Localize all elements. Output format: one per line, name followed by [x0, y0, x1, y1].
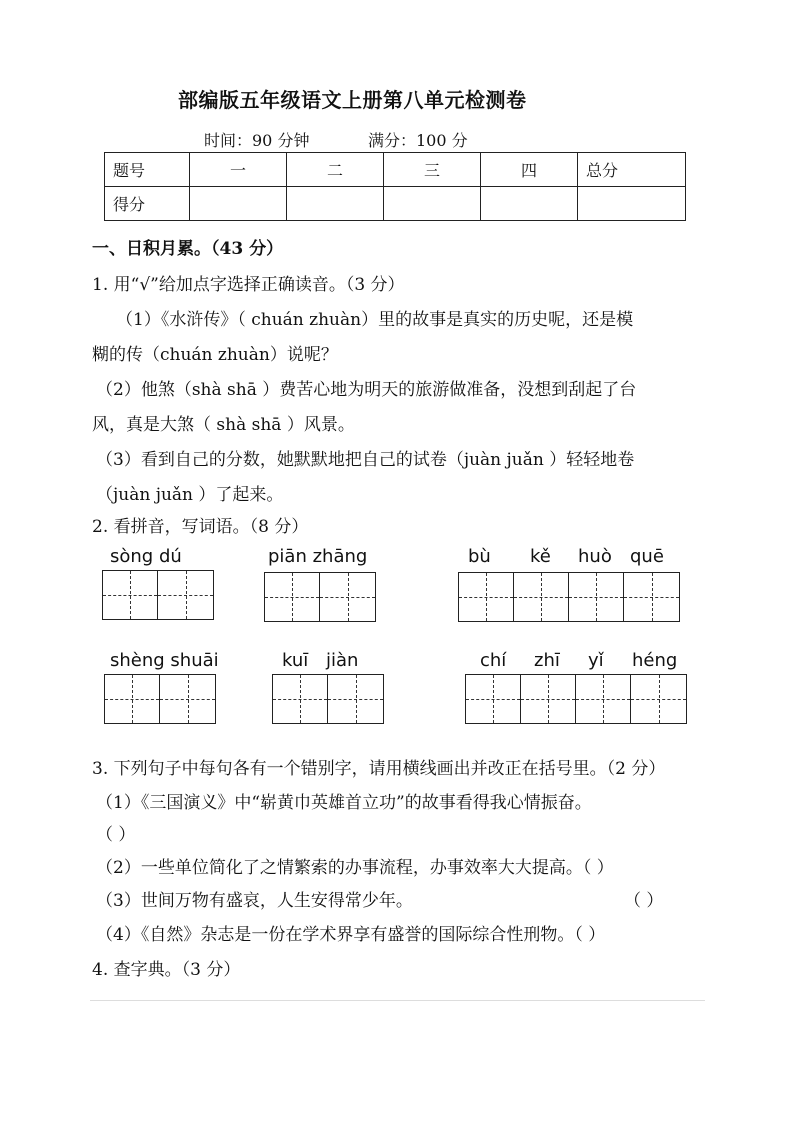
full-score: 满分：100 分	[368, 131, 468, 150]
q4-title: 4. 查字典。（3 分）	[92, 960, 241, 980]
q1-line: （3）看到自己的分数，她默默地把自己的试卷（juàn juǎn ）轻轻地卷	[96, 450, 635, 470]
score-table-header-cell: 二	[287, 153, 384, 187]
score-cell[interactable]	[578, 187, 686, 221]
section-heading: 一、日积月累。（43 分）	[92, 239, 284, 259]
score-table-header-cell: 总分	[578, 153, 686, 187]
page-title: 部编版五年级语文上册第八单元检测卷	[178, 88, 527, 112]
q3-sentence: （1）《三国演义》中“崭黄巾英雄首立功”的故事看得我心情振奋。	[96, 793, 592, 813]
pinyin-label: zhī	[534, 650, 560, 671]
score-cell[interactable]	[287, 187, 384, 221]
answer-bracket[interactable]: （ ）	[96, 825, 136, 845]
pinyin-label: sòng dú	[110, 546, 182, 567]
score-table-header-cell: 一	[190, 153, 287, 187]
writing-grid[interactable]	[102, 570, 214, 620]
answer-bracket[interactable]: （ ）	[624, 891, 664, 911]
q1-line: （juàn juǎn ）了起来。	[96, 485, 284, 505]
pinyin-label: yǐ	[588, 650, 604, 671]
writing-grid[interactable]	[264, 572, 376, 622]
score-table	[104, 152, 686, 221]
exam-time: 时间：90 分钟	[204, 131, 310, 150]
pinyin-label: huò	[578, 546, 612, 567]
score-table-header-cell: 三	[384, 153, 481, 187]
score-table-header-row	[105, 153, 686, 187]
q1-line: （1）《水浒传》（ chuán zhuàn）里的故事是真实的历史呢，还是模	[116, 310, 634, 330]
q1-line: （2）他煞（shà shā ）费苦心地为明天的旅游做准备，没想到刮起了台	[96, 380, 637, 400]
pinyin-label: kě	[530, 546, 551, 567]
q3-sentence: （4）《自然》杂志是一份在学术界享有盛誉的国际综合性刑物。（ ）	[96, 925, 606, 945]
pinyin-label: jiàn	[326, 650, 359, 671]
q2-title: 2. 看拼音，写词语。（8 分）	[92, 517, 309, 537]
score-cell[interactable]	[384, 187, 481, 221]
q1-line: 风，真是大煞（ shà shā ）风景。	[92, 415, 355, 435]
score-row-label: 得分	[105, 187, 190, 221]
q3-sentence: （3）世间万物有盛哀，人生安得常少年。	[96, 891, 413, 911]
q1-title: 1. 用“√”给加点字选择正确读音。（3 分）	[92, 275, 405, 295]
pinyin-label: kuī	[282, 650, 309, 671]
score-table-score-row	[105, 187, 686, 221]
score-cell[interactable]	[481, 187, 578, 221]
pinyin-label: bù	[468, 546, 491, 567]
writing-grid[interactable]	[458, 572, 680, 622]
pinyin-label: chí	[480, 650, 507, 671]
score-table-header-cell: 四	[481, 153, 578, 187]
q3-sentence: （2）一些单位简化了之情繁索的办事流程，办事效率大大提高。（ ）	[96, 858, 614, 878]
score-table-header-cell: 题号	[105, 153, 190, 187]
score-cell[interactable]	[190, 187, 287, 221]
pinyin-label: quē	[630, 546, 664, 567]
writing-grid[interactable]	[104, 674, 216, 724]
pinyin-label: piān zhāng	[268, 546, 368, 567]
q3-title: 3. 下列句子中每句各有一个错别字，请用横线画出并改正在括号里。（2 分）	[92, 759, 666, 779]
q1-line: 糊的传（chuán zhuàn）说呢？	[92, 345, 338, 365]
pinyin-label: héng	[632, 650, 678, 671]
writing-grid[interactable]	[465, 674, 687, 724]
writing-grid[interactable]	[272, 674, 384, 724]
footer-divider	[90, 1000, 705, 1001]
pinyin-label: shèng shuāi	[110, 650, 219, 671]
